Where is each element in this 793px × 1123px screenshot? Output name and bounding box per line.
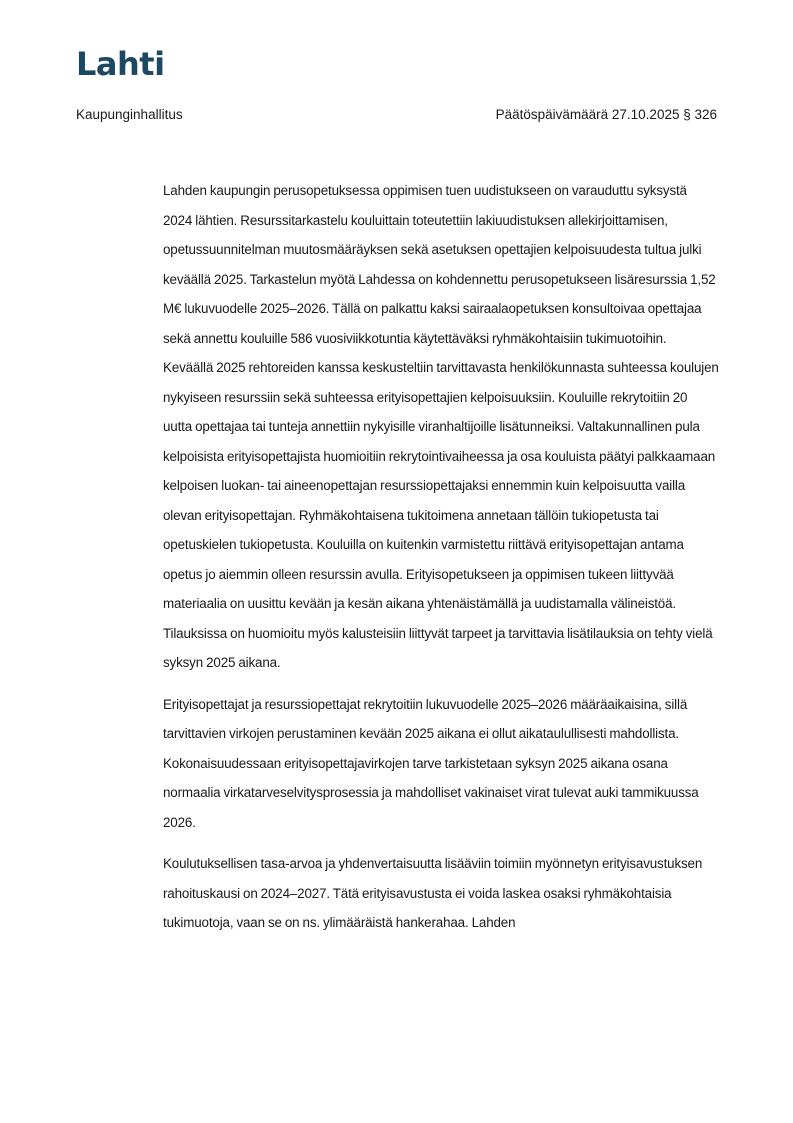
- document-body: [163, 176, 719, 950]
- paragraph-2: Erityisopettajat ja resurssiopettajat rekrytoitiin lukuvuodelle 2025–2026 määräaikaisina, sillä tarvittavien virkojen perustaminen kevään 2025 aikana ei ollut aikataulullisesti mahdollista. Kokonaisuudessaan erityisopettajavirkojen tarve tarkistetaan syksyn 2025 aikana osana normaalia virkatarveselvitysprosessia ja mahdolliset vakinaiset virat tulevat auki tammikuussa 2026.: [163, 696, 699, 830]
- organization-name: Kaupunginhallitus: [76, 107, 183, 122]
- decision-date-info: Päätöspäivämäärä 27.10.2025 § 326: [495, 107, 717, 122]
- paragraph-3: Koulutuksellisen tasa-arvoa ja yhdenvertaisuutta lisääviin toimiin myönnetyn erityisavustuksen rahoituskausi on 2024–2027. Tätä erityisavustusta ei voida laskea osaksi ryhmäkohtaisia tukimuotoja, vaan se on ns. ylimääräistä hankerahaa. Lahden: [163, 856, 703, 930]
- paragraph-1: Lahden kaupungin perusopetuksessa oppimisen tuen uudistukseen on varauduttu syksystä 2024 lähtien. Resurssitarkastelu kouluittain toteutettiin lakiuudistuksen allekirjoittamisen, opetussuunnitelman muutosmääräyksen sekä asetuksen opettajien kelpoisuudesta tultua julki keväällä 2025. Tarkastelun myötä Lahdessa on kohdennettu perusopetukseen lisäresurssia 1,52 M€ lukuvuodelle 2025–2026. Tällä on palkattu kaksi sairaalaopetuksen konsultoivaa opettajaa sekä annettu kouluille 586 vuosiviikkotuntia käytettäväksi ryhmäkohtaisiin tukimuotoihin. Keväällä 2025 rehtoreiden kanssa keskusteltiin tarvittavasta henkilökunnasta suhteessa koulujen nykyiseen resurssiin sekä suhteessa erityisopettajien kelpoisuuksiin. Kouluille rekrytoitiin 20 uutta opettajaa tai tunteja annettiin nykyisille viranhaltijoille lisätunneiksi. Valtakunnallinen pula kelpoisista erityisopettajista huomioitiin rekrytointivaiheessa ja osa kouluista päätyi palkkaamaan kelpoisen luokan- tai aineenopettajan resurssiopettajaksi ennemmin kuin kelpoisuutta vailla olevan erityisopettajan. Ryhmäkohtaisena tukitoimena annetaan tällöin tukiopetusta tai opetuskielen tukiopetusta. Kouluilla on kuitenkin varmistettu riittävä erityisopettajan antama opetus jo aiemmin olleen resurssin avulla. Erityisopetukseen ja oppimisen tukeen liittyvää materiaalia on uusittu kevään ja kesän aikana yhtenäistämällä ja uudistamalla välineistöä. Tilauksissa on huomioitu myös kalusteisiin liittyvät tarpeet ja tarvittavia lisätilauksia on tehty vielä syksyn 2025 aikana.: [163, 183, 719, 670]
- lahti-logo: Lahti: [76, 45, 165, 83]
